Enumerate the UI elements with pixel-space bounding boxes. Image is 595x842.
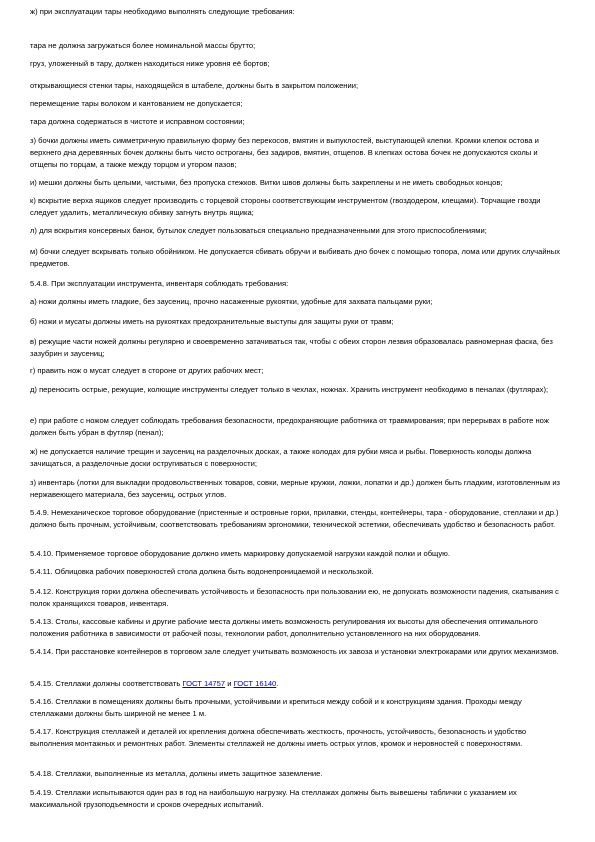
paragraph: е) при работе с ножом следует соблюдать требования безопасности, предохраняющие работника от травмирования; при перерывах в работе нож должен быть убран в футляр (пенал); xyxy=(30,416,549,437)
paragraph: в) режущие части ножей должны регулярно и своевременно затачиваться так, чтобы с обеих сторон лезвия образовалась равномерная фаска, без зазубрин и заусениц; xyxy=(30,337,553,358)
paragraph: з) инвентарь (лотки для выкладки продовольственных товаров, совки, мерные кружки, ложки, лопатки и др.) должен быть гладким, изготовленным из нержавеющего материала, без заусениц, острых углов. xyxy=(30,478,561,499)
gost-paragraph xyxy=(30,678,566,690)
paragraph: л) для вскрытия консервных банок, бутылок следует пользоваться специально предназначенными для этого приспособлениями; xyxy=(30,226,487,235)
gost-prefix: 5.4.15. Стеллажи должны соответствовать xyxy=(30,679,183,688)
paragraph: 5.4.14. При расстановке контейнеров в торговом зале следует учитывать возможность их завоза и установки электрокарами или других механизмов. xyxy=(30,647,559,656)
paragraph: а) ножи должны иметь гладкие, без заусениц, прочно насаженные рукоятки, удобные для захвата пальцами руки; xyxy=(30,297,433,306)
paragraph: 5.4.17. Конструкция стеллажей и деталей их крепления должна обеспечивать жесткость, прочность, устойчивость, безопасность и удобство выполнения монтажных и ремонтных работ. Элементы стеллажей не должны иметь острых углов, кромок и неровностей с поверхностями. xyxy=(30,727,527,748)
paragraph: г) править нож о мусат следует в стороне от других рабочих мест; xyxy=(30,366,264,375)
paragraph: груз, уложенный в тару, должен находиться ниже уровня её бортов; xyxy=(30,59,270,68)
paragraph: з) бочки должны иметь симметричную правильную форму без перекосов, вмятин и выпуклостей, выступающей клепки. Кромки клепок остова и верхнего дна деревянных бочек должны быть чисто остроганы, без задиров, вмятин, отщепов. В клепках остова бочек не допускаются сколы и отщепы по торцам, а также между торцом и утором пазов; xyxy=(30,136,539,169)
gost-conjunction: и xyxy=(225,679,234,688)
paragraph: ж) при эксплуатации тары необходимо выполнять следующие требования: xyxy=(30,7,295,16)
paragraph: б) ножи и мусаты должны иметь на рукоятках предохранительные выступы для защиты руки от травм; xyxy=(30,317,394,326)
paragraph: 5.4.19. Стеллажи испытываются один раз в год на наибольшую нагрузку. На стеллажах должны быть вывешены таблички с указанием их максимальной грузоподъемности и сроков очередных испытаний. xyxy=(30,788,517,809)
paragraph: и) мешки должны быть целыми, чистыми, без пропуска стежков. Витки швов должны быть закреплены и не иметь свободных концов; xyxy=(30,178,503,187)
gost-14757-link[interactable]: ГОСТ 14757 xyxy=(182,679,226,688)
paragraph: ж) не допускается наличие трещин и заусениц на разделочных досках, а также колодах для рубки мяса и рыбы. Поверхность колоды должна зачищаться, а разделочные доски остругиваться с поверхности; xyxy=(30,447,532,468)
gost-suffix: . xyxy=(276,679,279,688)
paragraph: перемещение тары волоком и кантованием не допускается; xyxy=(30,99,243,108)
paragraph: 5.4.13. Столы, кассовые кабины и другие рабочие места должны иметь возможность регулирования их высоты для обеспечения оптимального положения работника в зависимости от рабочей позы, технологии работ, дополнительно установленного на них оборудования. xyxy=(30,617,538,638)
paragraph: 5.4.10. Применяемое торговое оборудование должно иметь маркировку допускаемой нагрузки каждой полки и общую. xyxy=(30,549,450,558)
paragraph: 5.4.18. Стеллажи, выполненные из металла, должны иметь защитное заземление. xyxy=(30,769,323,778)
paragraph: тара не должна загружаться более номинальной массы брутто; xyxy=(30,41,256,50)
section-heading: 5.4.8. При эксплуатации инструмента, инвентаря соблюдать требования: xyxy=(30,279,289,288)
paragraph: 5.4.11. Облицовка рабочих поверхностей стола должна быть водонепроницаемой и нескользкой. xyxy=(30,567,374,576)
paragraph: 5.4.12. Конструкция горки должна обеспечивать устойчивость и безопасность при пользовании ею, не допускать возможности падения, скатывания с полок хранящихся товаров, инвентаря. xyxy=(30,587,559,608)
paragraph: 5.4.16. Стеллажи в помещениях должны быть прочными, устойчивыми и крепиться между собой и к конструкциям здания. Проходы между стеллажами должны быть шириной не менее 1 м. xyxy=(30,697,522,718)
paragraph: к) вскрытие верха ящиков следует производить с торцевой стороны соответствующим инструментом (гвоздодером, клещами). Торчащие гвозди следует удалить, металлическую обивку загнуть внутрь ящика; xyxy=(30,196,541,217)
paragraph: открывающиеся стенки тары, находящейся в штабеле, должны быть в закрытом положении; xyxy=(30,81,359,90)
gost-16140-link[interactable]: ГОСТ 16140 xyxy=(233,679,277,688)
paragraph: м) бочки следует вскрывать только обойником. Не допускается сбивать обручи и выбивать дно бочек с помощью топора, лома или других случайных предметов. xyxy=(30,247,561,268)
paragraph: 5.4.9. Немеханическое торговое оборудование (пристенные и островные горки, прилавки, стенды, контейнеры, тара - оборудование, стеллажи и др.) должно быть прочным, устойчивым, соответствовать требованиям эргономики, технической эстетики, обеспечивать удобство и безопасность работ. xyxy=(30,508,559,529)
paragraph: д) переносить острые, режущие, колющие инструменты следует только в чехлах, ножнах. Хранить инструмент необходимо в пеналах (футлярах); xyxy=(30,385,549,394)
paragraph: тара должна содержаться в чистоте и исправном состоянии; xyxy=(30,117,245,126)
